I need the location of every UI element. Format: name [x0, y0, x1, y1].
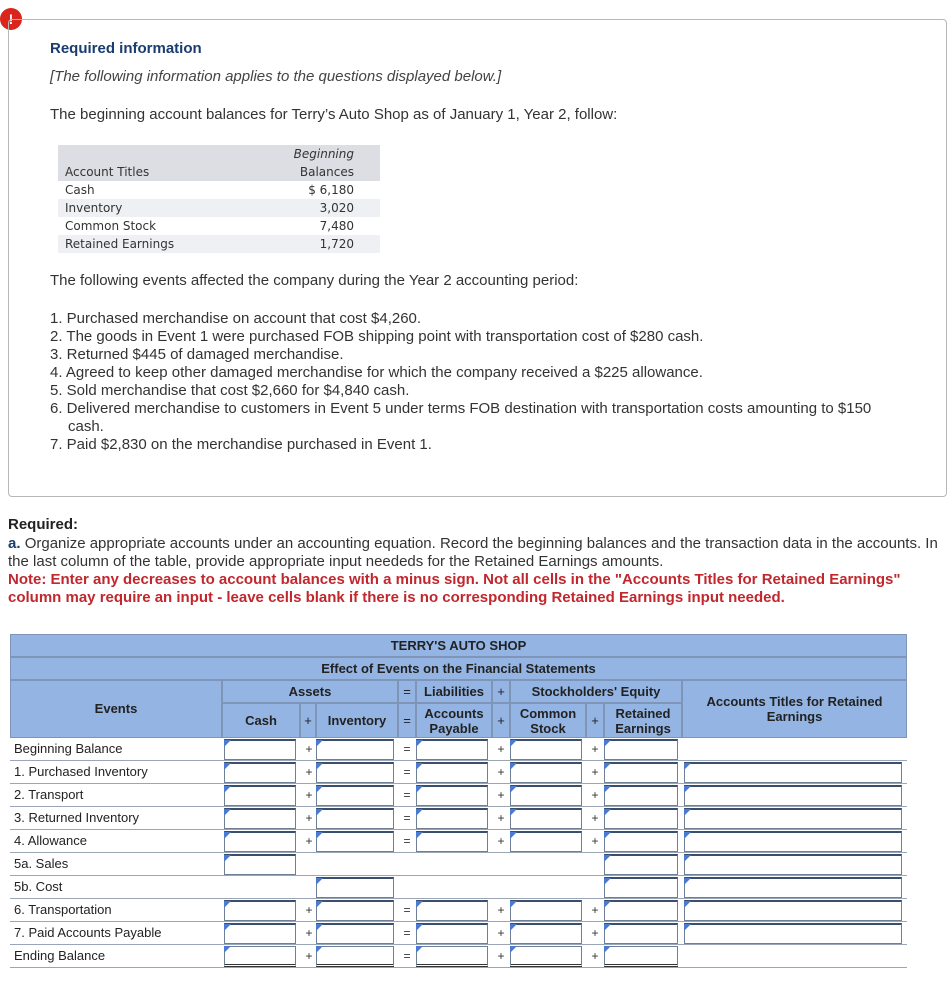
cash-input[interactable]	[224, 831, 296, 852]
retained-earnings-input[interactable]	[604, 946, 678, 967]
part-a-text: Organize appropriate accounts under an accounting equation. Record the beginning balances and the transaction data in the accounts. In the last column of the table, provide appropriate input neededs for the Retained Earnings amounts.	[8, 535, 938, 570]
account-title-select[interactable]	[684, 808, 902, 829]
accounts-payable-input[interactable]	[416, 831, 488, 852]
titles-header-line1: Accounts Titles for Retained	[706, 694, 883, 709]
accounts-payable-input[interactable]	[416, 808, 488, 829]
inventory-input[interactable]	[316, 762, 394, 783]
plus-sign: +	[305, 903, 313, 917]
equals-sign: =	[403, 926, 411, 940]
event-item: 6. Delivered merchandise to customers in Event 5 under terms FOB destination with transportation costs amounting to $150 cash.	[50, 400, 872, 435]
plus-sign: +	[305, 834, 313, 848]
equals-sign: =	[403, 811, 411, 825]
cash-input[interactable]	[224, 739, 296, 760]
common-stock-input[interactable]	[510, 923, 582, 944]
equals-sign: =	[403, 834, 411, 848]
ap-header-line2: Payable	[429, 721, 479, 736]
retained-earnings-input[interactable]	[604, 854, 678, 875]
assets-header: Assets	[222, 680, 398, 703]
plus-sign: +	[591, 765, 599, 779]
worksheet-company: TERRY'S AUTO SHOP	[10, 634, 907, 657]
accounts-payable-input[interactable]	[416, 900, 488, 921]
inventory-input[interactable]	[316, 877, 394, 898]
titles-header-line2: Earnings	[766, 709, 823, 724]
inventory-input[interactable]	[316, 900, 394, 921]
inventory-input[interactable]	[316, 785, 394, 806]
event-item: 5. Sold merchandise that cost $2,660 for $4,840 cash.	[50, 382, 410, 399]
row-divider	[222, 921, 907, 922]
common-stock-input[interactable]	[510, 831, 582, 852]
event-row-label: 4. Allowance	[10, 830, 222, 853]
plus-sign: +	[497, 742, 505, 756]
events-header: Events	[10, 680, 222, 738]
cash-input[interactable]	[224, 946, 296, 967]
plus-sign: +	[586, 703, 604, 738]
plus-sign: +	[305, 926, 313, 940]
plus-sign: +	[305, 765, 313, 779]
event-row-label: 1. Purchased Inventory	[10, 761, 222, 784]
retained-earnings-input[interactable]	[604, 739, 678, 760]
inventory-input[interactable]	[316, 946, 394, 967]
retained-earnings-input[interactable]	[604, 762, 678, 783]
cash-input[interactable]	[224, 854, 296, 875]
balances-col2-header-2: Balances	[299, 165, 354, 179]
worksheet-table	[10, 634, 907, 970]
row-divider	[222, 852, 907, 853]
event-row-label: 7. Paid Accounts Payable	[10, 922, 222, 945]
balances-col2-header-1: Beginning	[293, 147, 354, 161]
retained-earnings-input[interactable]	[604, 808, 678, 829]
event-row-label: Beginning Balance	[10, 738, 222, 761]
plus-sign: +	[497, 811, 505, 825]
retained-earnings-input[interactable]	[604, 877, 678, 898]
cs-header-line2: Stock	[530, 721, 566, 736]
cash-input[interactable]	[224, 923, 296, 944]
cash-input[interactable]	[224, 762, 296, 783]
info-subtitle: [The following information applies to the questions displayed below.]	[50, 68, 502, 85]
plus-sign: +	[305, 788, 313, 802]
common-stock-input[interactable]	[510, 785, 582, 806]
account-title-select[interactable]	[684, 854, 902, 875]
row-divider	[222, 898, 907, 899]
note-text: Note: Enter any decreases to account balances with a minus sign. Not all cells in the "Accounts Titles for Retained Earnings" column may require an input - leave cells blank if there is no corresponding Retained Earnings input needed.	[8, 571, 901, 606]
account-title-select[interactable]	[684, 900, 902, 921]
inventory-input[interactable]	[316, 831, 394, 852]
plus-sign: +	[497, 765, 505, 779]
events-list	[50, 310, 890, 454]
alert-icon: !	[0, 8, 22, 30]
common-stock-input[interactable]	[510, 739, 582, 760]
equals-sign: =	[398, 703, 416, 738]
event-row-label: 3. Returned Inventory	[10, 807, 222, 830]
plus-sign: +	[305, 742, 313, 756]
event-row-label: 2. Transport	[10, 784, 222, 807]
balance-amount: 1,720	[319, 237, 354, 251]
equals-sign: =	[403, 949, 411, 963]
plus-sign: +	[591, 903, 599, 917]
account-title-select[interactable]	[684, 831, 902, 852]
plus-sign: +	[591, 811, 599, 825]
account-title-select[interactable]	[684, 923, 902, 944]
event-item: 3. Returned $445 of damaged merchandise.	[50, 346, 344, 363]
cash-input[interactable]	[224, 900, 296, 921]
event-item: 1. Purchased merchandise on account that cost $4,260.	[50, 310, 422, 327]
worksheet-subtitle: Effect of Events on the Financial Statements	[10, 657, 907, 680]
inventory-input[interactable]	[316, 923, 394, 944]
liabilities-header: Liabilities	[416, 680, 492, 703]
equals-sign: =	[403, 765, 411, 779]
event-row-label: 5b. Cost	[10, 876, 222, 899]
plus-sign: +	[492, 680, 510, 703]
equals-sign: =	[403, 903, 411, 917]
balance-title: Cash	[65, 183, 95, 197]
plus-sign: +	[497, 788, 505, 802]
inventory-header: Inventory	[316, 703, 398, 738]
cash-input[interactable]	[224, 785, 296, 806]
retained-earnings-input[interactable]	[604, 831, 678, 852]
common-stock-input[interactable]	[510, 946, 582, 967]
plus-sign: +	[497, 903, 505, 917]
row-divider	[222, 944, 907, 945]
plus-sign: +	[591, 949, 599, 963]
info-title: Required information	[50, 40, 202, 57]
common-stock-input[interactable]	[510, 762, 582, 783]
plus-sign: +	[591, 926, 599, 940]
cash-input[interactable]	[224, 808, 296, 829]
common-stock-header	[510, 703, 586, 738]
balance-title: Inventory	[65, 201, 123, 215]
balances-col1-header: Account Titles	[65, 165, 150, 179]
account-title-select[interactable]	[684, 785, 902, 806]
accounts-payable-header	[416, 703, 492, 738]
equals-sign: =	[403, 788, 411, 802]
re-header-line1: Retained	[615, 706, 671, 721]
required-heading: Required:	[8, 516, 79, 533]
balance-amount: $ 6,180	[308, 183, 354, 197]
balance-amount: 7,480	[319, 219, 354, 233]
accounts-payable-input[interactable]	[416, 946, 488, 967]
event-item: 2. The goods in Event 1 were purchased FOB shipping point with transportation cost of $280 cash.	[50, 328, 704, 345]
plus-sign: +	[305, 811, 313, 825]
accounts-payable-input[interactable]	[416, 923, 488, 944]
ap-header-line1: Accounts	[424, 706, 484, 721]
common-stock-input[interactable]	[510, 808, 582, 829]
retained-earnings-header	[604, 703, 682, 738]
common-stock-input[interactable]	[510, 900, 582, 921]
row-divider	[222, 875, 907, 876]
inventory-input[interactable]	[316, 808, 394, 829]
balance-title: Common Stock	[65, 219, 157, 233]
events-intro: The following events affected the company during the Year 2 accounting period:	[50, 272, 579, 289]
cash-header: Cash	[222, 703, 300, 738]
event-item: 4. Agreed to keep other damaged merchandise for which the company received a $225 allowance.	[50, 364, 703, 381]
equity-header: Stockholders' Equity	[510, 680, 682, 703]
event-item: 7. Paid $2,830 on the merchandise purchased in Event 1.	[50, 436, 432, 453]
retained-earnings-input[interactable]	[604, 923, 678, 944]
retained-earnings-input[interactable]	[604, 785, 678, 806]
plus-sign: +	[492, 703, 510, 738]
accounts-payable-input[interactable]	[416, 785, 488, 806]
equals-sign: =	[398, 680, 416, 703]
equals-sign: =	[403, 742, 411, 756]
row-divider	[222, 829, 907, 830]
part-a-instructions	[8, 535, 938, 571]
part-a-label: a.	[8, 535, 21, 552]
event-row-label: 6. Transportation	[10, 899, 222, 922]
plus-sign: +	[591, 788, 599, 802]
row-divider	[222, 760, 907, 761]
event-row-label: Ending Balance	[10, 945, 222, 968]
row-divider	[222, 967, 907, 968]
balance-amount: 3,020	[319, 201, 354, 215]
re-header-line2: Earnings	[615, 721, 671, 736]
balance-title: Retained Earnings	[65, 237, 175, 251]
plus-sign: +	[497, 926, 505, 940]
plus-sign: +	[497, 949, 505, 963]
retained-earnings-input[interactable]	[604, 900, 678, 921]
plus-sign: +	[305, 949, 313, 963]
accounts-payable-input[interactable]	[416, 762, 488, 783]
cs-header-line1: Common	[519, 706, 577, 721]
plus-sign: +	[497, 834, 505, 848]
account-title-select[interactable]	[684, 877, 902, 898]
plus-sign: +	[591, 742, 599, 756]
plus-sign: +	[591, 834, 599, 848]
account-title-select[interactable]	[684, 762, 902, 783]
info-intro: The beginning account balances for Terry’s Auto Shop as of January 1, Year 2, follow:	[50, 106, 618, 123]
event-row-label: 5a. Sales	[10, 853, 222, 876]
row-divider	[222, 806, 907, 807]
accounts-payable-input[interactable]	[416, 739, 488, 760]
plus-sign: +	[300, 703, 316, 738]
inventory-input[interactable]	[316, 739, 394, 760]
titles-header	[682, 680, 907, 738]
row-divider	[222, 783, 907, 784]
beginning-balances-table	[58, 145, 380, 253]
